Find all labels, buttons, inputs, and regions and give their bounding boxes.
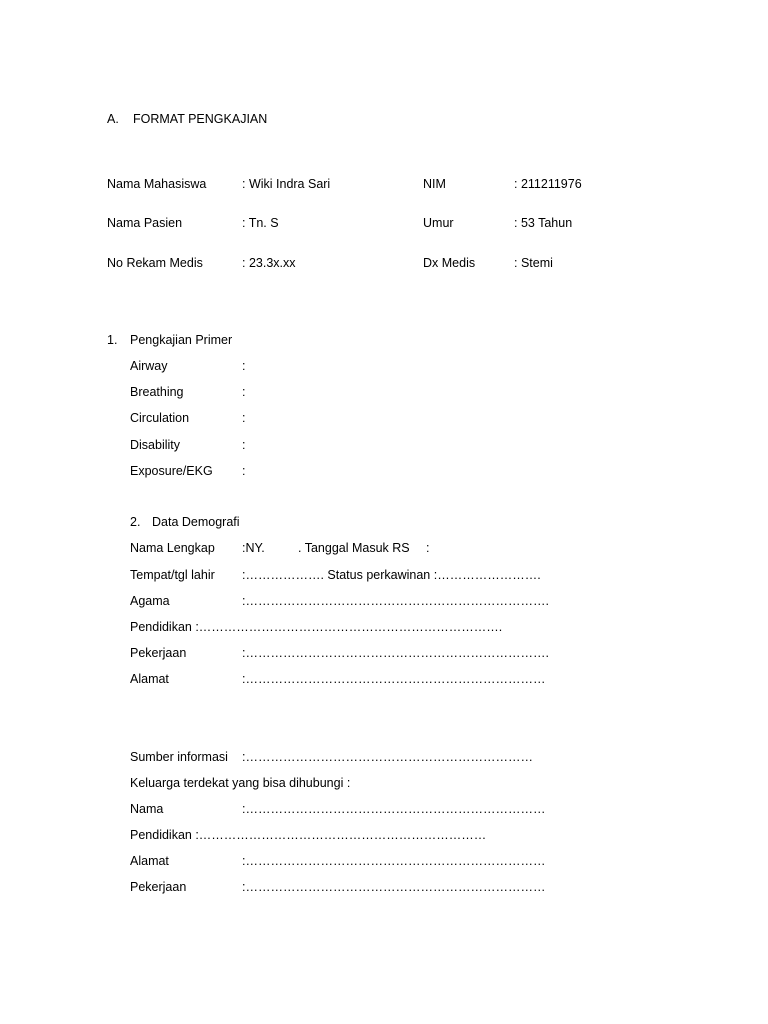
agama-value: :………………………………………………………………. bbox=[242, 594, 549, 608]
keluarga-pekerjaan-label: Pekerjaan bbox=[130, 880, 187, 894]
section-letter: A. bbox=[107, 112, 119, 126]
circulation-colon: : bbox=[242, 411, 246, 425]
rekam-medis-label: No Rekam Medis bbox=[107, 256, 203, 270]
exposure-colon: : bbox=[242, 464, 246, 478]
sumber-informasi-value: :…………………………………………………………… bbox=[242, 750, 533, 764]
primer-number: 1. bbox=[107, 333, 118, 347]
breathing-colon: : bbox=[242, 385, 246, 399]
tempat-lahir-value: :………………. Status perkawinan :……………………. bbox=[242, 568, 541, 582]
alamat-label: Alamat bbox=[130, 672, 169, 686]
agama-label: Agama bbox=[130, 594, 170, 608]
keluarga-alamat-value: :……………………………………………………………… bbox=[242, 854, 546, 868]
keluarga-nama-value: :……………………………………………………………… bbox=[242, 802, 546, 816]
pasien-label: Nama Pasien bbox=[107, 216, 183, 230]
alamat-value: :……………………………………………………………… bbox=[242, 672, 546, 686]
section-title: FORMAT PENGKAJIAN bbox=[133, 112, 268, 126]
keluarga-terdekat-line: Keluarga terdekat yang bisa dihubungi : bbox=[130, 776, 351, 790]
sumber-informasi-label: Sumber informasi bbox=[130, 750, 228, 764]
nama-lengkap-value: :NY. bbox=[242, 541, 265, 555]
mahasiswa-label: Nama Mahasiswa bbox=[107, 177, 207, 191]
pekerjaan-label: Pekerjaan bbox=[130, 646, 187, 660]
umur-value: : 53 Tahun bbox=[514, 216, 573, 230]
disability-label: Disability bbox=[130, 438, 181, 452]
circulation-label: Circulation bbox=[130, 411, 190, 425]
keluarga-nama-label: Nama bbox=[130, 802, 164, 816]
nama-lengkap-label: Nama Lengkap bbox=[130, 541, 215, 555]
dx-medis-value: : Stemi bbox=[514, 256, 553, 270]
keluarga-pendidikan-line: Pendidikan :…………………………………………………………… bbox=[130, 828, 487, 842]
tanggal-masuk-label: . Tanggal Masuk RS bbox=[298, 541, 410, 555]
tempat-lahir-label: Tempat/tgl lahir bbox=[130, 568, 215, 582]
demografi-title: Data Demografi bbox=[152, 515, 240, 529]
keluarga-alamat-label: Alamat bbox=[130, 854, 169, 868]
pasien-value: : Tn. S bbox=[242, 216, 279, 230]
airway-colon: : bbox=[242, 359, 246, 373]
dx-medis-label: Dx Medis bbox=[423, 256, 476, 270]
rekam-medis-value: : 23.3x.xx bbox=[242, 256, 296, 270]
airway-label: Airway bbox=[130, 359, 168, 373]
pendidikan-line: Pendidikan :………………………………………………………………. bbox=[130, 620, 503, 634]
disability-colon: : bbox=[242, 438, 246, 452]
nim-value: : 211211976 bbox=[514, 177, 582, 191]
breathing-label: Breathing bbox=[130, 385, 184, 399]
primer-title: Pengkajian Primer bbox=[130, 333, 233, 347]
tanggal-masuk-colon: : bbox=[426, 541, 430, 555]
keluarga-pekerjaan-value: :……………………………………………………………… bbox=[242, 880, 546, 894]
demografi-number: 2. bbox=[130, 515, 141, 529]
umur-label: Umur bbox=[423, 216, 454, 230]
nim-label: NIM bbox=[423, 177, 446, 191]
mahasiswa-value: : Wiki Indra Sari bbox=[242, 177, 331, 191]
exposure-label: Exposure/EKG bbox=[130, 464, 213, 478]
pekerjaan-value: :………………………………………………………………. bbox=[242, 646, 549, 660]
